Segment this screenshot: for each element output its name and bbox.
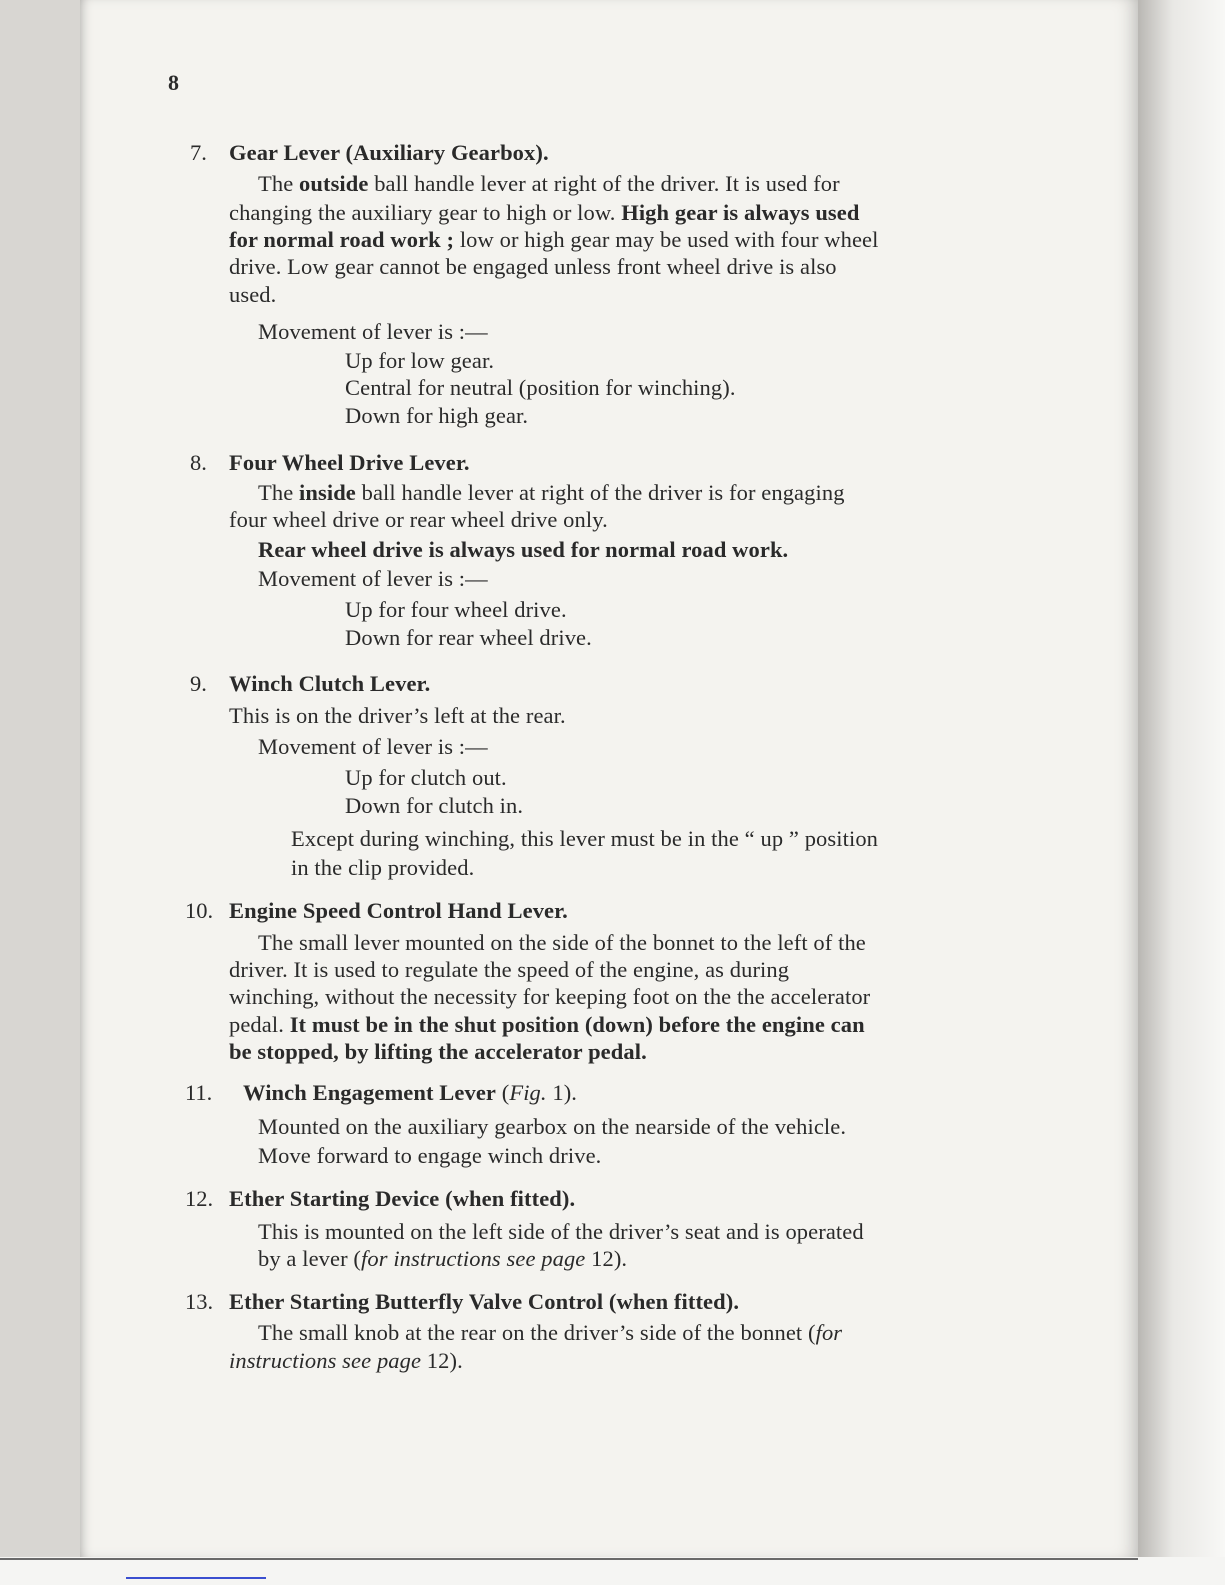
item-heading: Ether Starting Device (when fitted).: [229, 1186, 576, 1211]
item-heading-line: [243, 1080, 1225, 1106]
bold-text: outside: [299, 171, 369, 196]
bold-text: for normal road work ;: [229, 227, 455, 252]
paragraph-line: This is on the driver’s left at the rear.: [229, 703, 566, 728]
italic-text: instructions see page: [229, 1348, 422, 1373]
paragraph-line: The outside ball handle lever at right of the driver. It is used for: [258, 171, 840, 196]
movement-item: Down for rear wheel drive.: [345, 625, 592, 650]
movement-item: Down for high gear.: [345, 403, 529, 428]
paragraph-line: drive. Low gear cannot be engaged unless front wheel drive is also: [229, 254, 837, 279]
item-number: 10.: [185, 898, 214, 923]
italic-text: for: [815, 1320, 843, 1345]
bold-text: High gear is always used: [621, 200, 860, 225]
paragraph-line: The inside ball handle lever at right of the driver is for engaging: [258, 480, 845, 505]
paragraph-line: pedal. It must be in the shut position (down) before the engine can: [229, 1012, 865, 1037]
bottom-rule: [0, 1558, 1138, 1560]
movement-item: Up for low gear.: [345, 348, 495, 373]
italic-text: Fig.: [509, 1080, 547, 1105]
item-number: 13.: [185, 1289, 214, 1314]
note-line: Except during winching, this lever must be in the “ up ” position: [291, 826, 879, 851]
item-heading: Ether Starting Butterfly Valve Control (when fitted).: [229, 1289, 740, 1314]
paragraph-line: instructions see page 12).: [229, 1348, 463, 1373]
bold-text: be stopped, by lifting the accelerator pedal.: [229, 1039, 647, 1064]
paragraph-line: The small lever mounted on the side of the bonnet to the left of the: [258, 930, 866, 955]
item-heading: Winch Clutch Lever.: [229, 671, 431, 696]
italic-text: for instructions see page: [361, 1246, 586, 1271]
movement-label: Movement of lever is :—: [258, 566, 488, 591]
paragraph-line: for normal road work ; low or high gear may be used with four wheel: [229, 227, 879, 252]
movement-item: Down for clutch in.: [345, 793, 524, 818]
paragraph-line: changing the auxiliary gear to high or low. High gear is always used: [229, 200, 860, 225]
item-number: 7.: [190, 140, 207, 165]
item-heading: Four Wheel Drive Lever.: [229, 450, 470, 475]
bold-text: It must be in the shut position (down) before the engine can: [289, 1012, 865, 1037]
paragraph-line: by a lever (for instructions see page 12).: [258, 1246, 628, 1271]
movement-item: Up for four wheel drive.: [345, 597, 567, 622]
item-number: 9.: [190, 671, 207, 696]
paragraph-line: This is mounted on the left side of the driver’s seat and is operated: [258, 1219, 864, 1244]
page-number: 8: [168, 70, 179, 95]
movement-item: Central for neutral (position for winching).: [345, 375, 736, 400]
item-number: 8.: [190, 450, 207, 475]
item-heading: Winch Engagement Lever: [243, 1080, 497, 1105]
note-line: in the clip provided.: [291, 855, 475, 880]
item-number: 11.: [185, 1080, 213, 1105]
movement-label: Movement of lever is :—: [258, 319, 488, 344]
paragraph-line: Move forward to engage winch drive.: [258, 1143, 602, 1168]
paragraph-line: four wheel drive or rear wheel drive only.: [229, 507, 608, 532]
paragraph-line: The small knob at the rear on the driver’s side of the bonnet (for: [258, 1320, 843, 1345]
paragraph-line: used.: [229, 282, 277, 307]
paragraph-line: winching, without the necessity for keeping foot on the the accelerator: [229, 984, 871, 1009]
link-underline: [126, 1577, 266, 1579]
paragraph-line: Mounted on the auxiliary gearbox on the nearside of the vehicle.: [258, 1114, 847, 1139]
paragraph-line: driver. It is used to regulate the speed of the engine, as during: [229, 957, 790, 982]
item-heading: Engine Speed Control Hand Lever.: [229, 898, 568, 923]
bold-text: inside: [299, 480, 356, 505]
paragraph-line: [229, 1039, 1225, 1065]
bottom-band: [0, 1557, 1225, 1585]
movement-item: Up for clutch out.: [345, 765, 507, 790]
item-number: 12.: [185, 1186, 214, 1211]
bold-statement: Rear wheel drive is always used for normal road work.: [258, 537, 789, 562]
movement-label: Movement of lever is :—: [258, 734, 488, 759]
item-heading-suffix: (Fig. 1).: [496, 1080, 578, 1105]
item-heading: Gear Lever (Auxiliary Gearbox).: [229, 140, 549, 165]
